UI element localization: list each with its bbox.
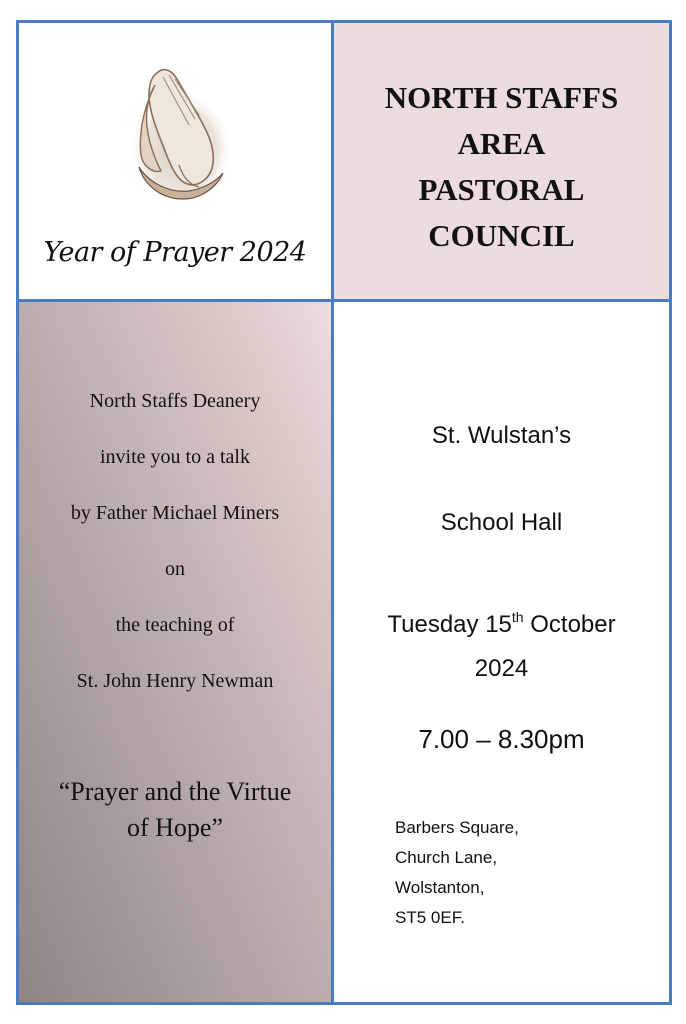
year-of-prayer-title: Year of Prayer 2024 [43,237,307,268]
address-line: ST5 0EF. [395,908,465,927]
venue-hall: School Hall [440,509,563,536]
date-ordinal: th [511,609,524,625]
venue-panel [334,302,669,1002]
invite-line: by Father Michael Miners [70,502,280,524]
praying-hands-icon [119,55,239,205]
talk-title-line: “Prayer and the Virtue [58,777,292,806]
address-line: Church Lane, [395,848,498,867]
council-panel [334,23,669,302]
invite-line: North Staffs Deanery [89,390,261,412]
council-title [334,75,669,259]
event-date [334,595,669,691]
event-poster [16,20,672,1005]
venue-address [395,813,519,933]
invitation-panel [19,302,334,1002]
invite-line: the teaching of [115,614,235,636]
year-of-prayer-panel [19,23,334,302]
council-line: PASTORAL [418,172,585,207]
date-day: Tuesday 15 [387,611,512,638]
talk-title [19,774,331,846]
address-line: Barbers Square, [395,818,519,837]
invite-line: invite you to a talk [100,446,250,468]
invitation-text [19,387,331,723]
address-line: Wolstanton, [395,878,485,897]
council-line: NORTH STAFFS [384,80,619,115]
council-line: COUNCIL [428,218,575,253]
event-time: 7.00 – 8.30pm [418,724,585,754]
talk-title-line: of Hope” [126,813,223,842]
council-line: AREA [457,126,546,161]
date-month: October [523,611,616,638]
invite-line: on [165,558,185,580]
invite-line: St. John Henry Newman [76,670,274,692]
date-year: 2024 [474,655,529,682]
venue-name: St. Wulstan’s [431,422,572,449]
